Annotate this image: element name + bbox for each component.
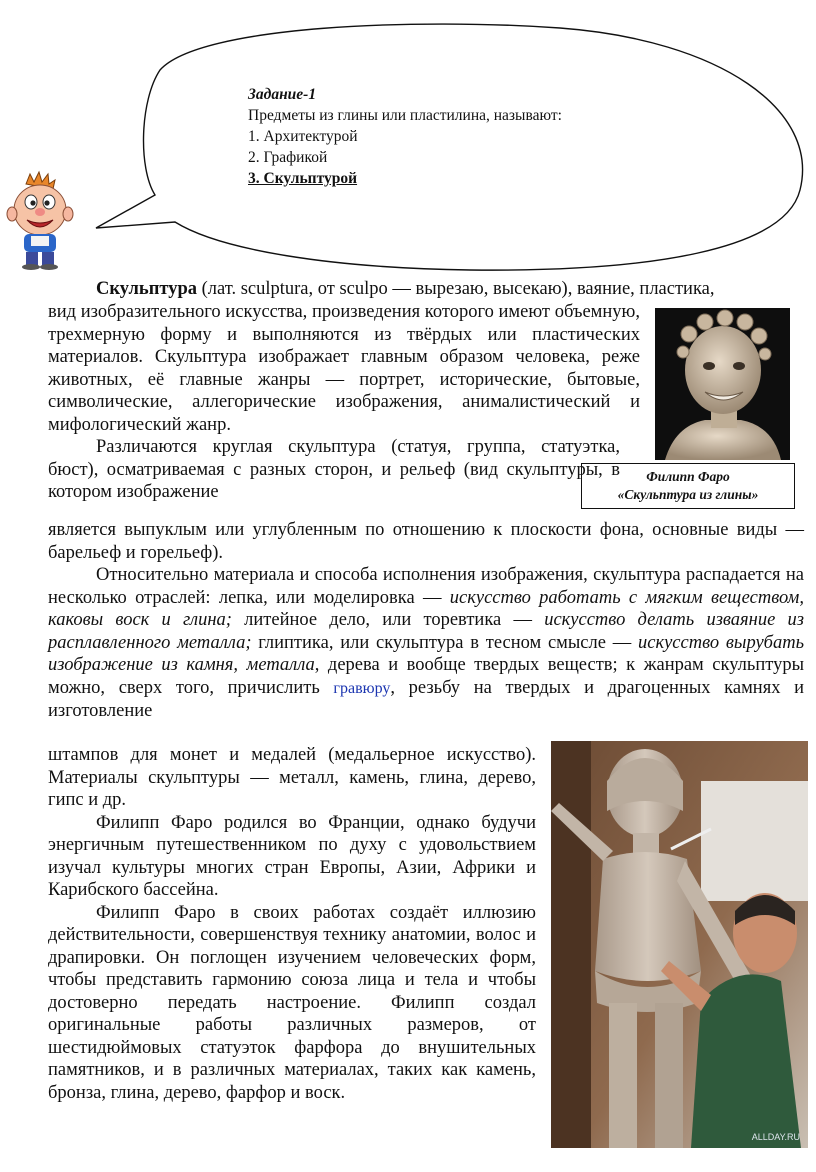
task-option-2: 2. Графикой [248,149,328,166]
photo-watermark: ALLDAY.RU [751,1132,800,1142]
sculpture-bust-photo [655,308,790,460]
caption-author: Филипп Фаро [646,469,730,484]
article-paragraph-1-text: вид изобразительного искусства, произведения которого имеют объемную, трехмерную форму и выполняются из твёрдых или пластических материалов. Скульптура изображает главным образом человека, реже животных, её главные жанры — портрет, исторические, бытовые, символические, аллегорические изображения, анималистический и мифологический жанр. [48,302,640,435]
photo-caption [581,463,795,509]
article-paragraph-3: Относительно материала и способа исполнения изображения, скульптура распадается на несколько отраслей: лепка, или моделировка — искусство работать с мягким веществом, каковы воск и глина; литейное дело, или торевтика — искусство делать изваяние из расплавленного металла; глиптика, или скульптура в тесном смысле — искусство вырубать изображение из камня, металла, дерева и вообще твердых веществ; к жанрам скульптуры можно, сверх того, причислить гравюру, резьбу на твердых и драгоценных камнях и изготовление [48,565,805,721]
gravure-link[interactable]: гравюру [333,679,391,697]
article-lower-column [48,744,536,1104]
article-paragraph-2-part-b: является выпуклым или углубленным по отношению к плоскости фона, основные виды — барельеф и горельеф). [48,520,804,563]
article-paragraph-1-lead [48,278,804,301]
article-paragraph-2-part-a: Различаются круглая скульптура (статуя, группа, статуэтка, бюст), осматриваемая с разных сторон, и рельеф (вид скульптуры, в котором изображение [48,437,620,502]
cartoon-boy-icon [6,170,76,270]
article-term: Скульптура [96,279,198,299]
article-paragraph-4: Филипп Фаро родился во Франции, однако будучи энергичным путешественником по духу с удовольствием изучал культуры многих стран Европы, Азии, Африки и Карибского бассейна. [48,812,536,900]
sculptor-working-photo [551,741,808,1148]
article-term-definition: (лат. sculptura, от sculpo — вырезаю, высекаю), ваяние, пластика, [197,279,715,299]
task-question: Предметы из глины или пластилина, называют: [248,107,562,124]
task-answer: 3. Скульптурой [248,170,358,187]
task-title: Задание-1 [248,86,317,103]
caption-title: «Скульптура из глины» [617,487,759,502]
article-paragraph-1 [48,301,640,504]
article-paragraph-5: Филипп Фаро в своих работах создаёт иллюзию действительности, совершенствуя технику анатомии, волос и драпировки. Он поглощен изучением человеческих форм, чтобы представить гармонию союза лица и тела и чтобы достоверно передать настроение. Филипп создал оригинальные работы различных размеров, от шестидюймовых статуэток фарфора до внушительных памятников, и в различных материалах, таких как камень, бронза, глина, дерево, фарфор и воск. [48,902,536,1103]
task-option-1: 1. Архитектурой [248,128,358,145]
task-block [248,84,562,189]
article-paragraph-3-end: штампов для монет и медалей (медальерное искусство). Материалы скульптуры — металл, камень, глина, дерево, гипс и др. [48,745,536,810]
article-paragraph-2-cont [48,519,804,723]
